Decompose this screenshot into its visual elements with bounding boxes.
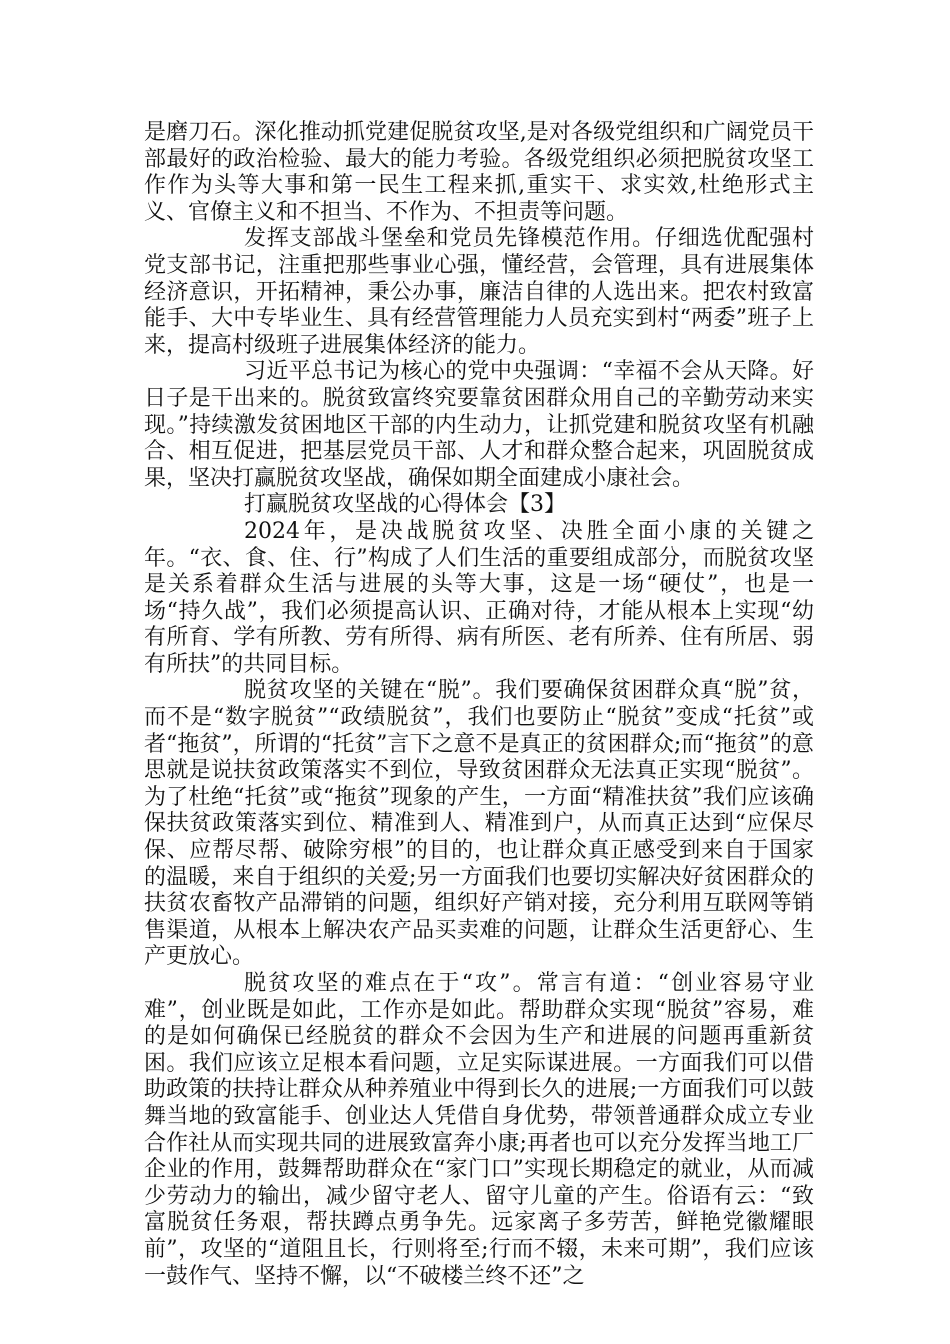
paragraph-central-committee: 习近平总书记为核心的党中央强调：“幸福不会从天降。好日子是干出来的。脱贫致富终究要靠贫困群众用自己的辛勤劳动来实现。”持续激发贫困地区干部的内生动力，让抓党建和脱贫攻坚有机融合、相互促进，把基层党员干部、人才和群众整合起来，巩固脱贫成果，坚决打赢脱贫攻坚战，确保如期全面建成小康社会。 bbox=[144, 359, 814, 491]
paragraph-decisive-year: 2024年，是决战脱贫攻坚、决胜全面小康的关键之年。“衣、食、住、行”构成了人们生活的重要组成部分，而脱贫攻坚是关系着群众生活与进展的头等大事，这是一场“硬仗”，也是一场“持久战”，我们必须提高认识、正确对待，才能从根本上实现“幼有所育、学有所教、劳有所得、病有所医、老有所养、住有所居、弱有所扶”的共同目标。 bbox=[144, 518, 814, 677]
document-page bbox=[144, 120, 814, 1290]
paragraph-key-escape: 脱贫攻坚的关键在“脱”。我们要确保贫困群众真“脱”贫，而不是“数字脱贫”“政绩脱贫”，我们也要防止“脱贫”变成“托贫”或者“拖贫”，所谓的“托贫”言下之意不是真正的贫困群众;而“拖贫”的意思就是说扶贫政策落实不到位，导致贫困群众无法真正实现“脱贫”。为了杜绝“托贫”或“拖贫”现象的产生，一方面“精准扶贫”我们应该确保扶贫政策落实到位、精准到人、精准到户，从而真正达到“应保尽保、应帮尽帮、破除穷根”的目的，也让群众真正感受到来自于国家的温暖，来自于组织的关爱;另一方面我们也要切实解决好贫困群众的扶贫农畜牧产品滞销的问题，组织好产销对接，充分利用互联网等销售渠道，从根本上解决农产品买卖难的问题，让群众生活更舒心、生产更放心。 bbox=[144, 678, 814, 970]
paragraph-difficulty-attack: 脱贫攻坚的难点在于“攻”。常言有道：“创业容易守业难”，创业既是如此，工作亦是如此。帮助群众实现“脱贫”容易，难的是如何确保已经脱贫的群众不会因为生产和进展的问题再重新贫困。我们应该立足根本看问题，立足实际谋进展。一方面我们可以借助政策的扶持让群众从种养殖业中得到长久的进展;一方面我们可以鼓舞当地的致富能手、创业达人凭借自身优势，带领普通群众成立专业合作社从而实现共同的进展致富奔小康;再者也可以充分发挥当地工厂企业的作用，鼓舞帮助群众在“家门口”实现长期稳定的就业，从而减少劳动力的输出，减少留守老人、留守儿童的产生。俗语有云：“致富脱贫任务艰，帮扶蹲点勇争先。远家离子多劳苦，鲜艳党徽耀眼前”，攻坚的“道阻且长，行则将至;行而不辍，未来可期”，我们应该一鼓作气、坚持不懈，以“不破楼兰终不还”之 bbox=[144, 971, 814, 1289]
section-heading: 打赢脱贫攻坚战的心得体会【3】 bbox=[244, 492, 566, 518]
paragraph-branch-role: 发挥支部战斗堡垒和党员先锋模范作用。仔细选优配强村党支部书记，注重把那些事业心强，懂经营，会管理，具有进展集体经济意识，开拓精神，秉公办事，廉洁自律的人选出来。把农村致富能手、大中专毕业生、具有经营管理能力人员充实到村“两委”班子上来，提高村级班子进展集体经济的能力。 bbox=[144, 226, 814, 358]
paragraph-continuation: 是磨刀石。深化推动抓党建促脱贫攻坚,是对各级党组织和广阔党员干部最好的政治检验、最大的能力考验。各级党组织必须把脱贫攻坚工作作为头等大事和第一民生工程来抓,重实干、求实效,杜绝形式主义、官僚主义和不担当、不作为、不担责等问题。 bbox=[144, 120, 814, 225]
